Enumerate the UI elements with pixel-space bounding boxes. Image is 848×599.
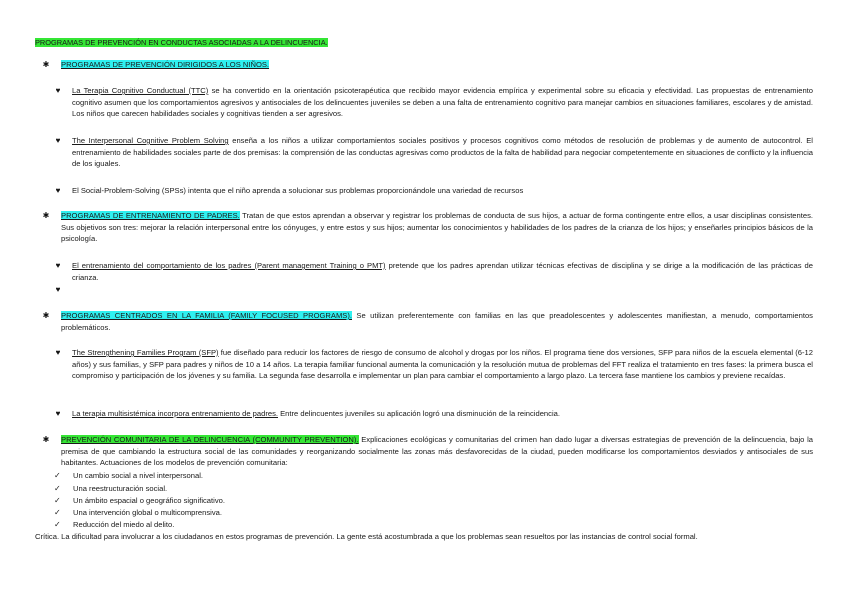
item-ttc: La Terapia Cognitivo Conductual (TTC) se ha convertido en la orientación psicoterapéutica que recibido mayor evidencia empírica y experimental sobre su eficacia y efectividad. Las propuestas de entrenamiento cognitivo asumen que los comportamientos agresivos y antisociales de los delincuentes juveniles se deben a una falta de entrenamiento cognitivo para manejar cambios en situaciones familiares, escolares y de amistad. Los niños que carecen habilidades sociales y cognitivas tienden a ser agresivos. xyxy=(72,86,813,119)
item-bullet: ♥ xyxy=(55,186,61,195)
check-item: Una intervención global o multicomprensiva. xyxy=(73,508,222,517)
check-icon: ✓ xyxy=(54,471,61,480)
section-comunitaria: PREVENCIÓN COMUNITARIA DE LA DELINCUENCIA (COMMUNITY PREVENTION). Explicaciones ecológicas y comunitarias del crimen han dado lugar a diversas estrategias de prevención de la delincuencia, bajo la premisa de que cambiando la estructura social de las comunidades y reorganizando socialmente las zonas más desfavorecidas de la ciudad, pueden modificarse los comportamientos desviados y antisociales de sus habitantes. Actuaciones de los modelos de prevención comunitaria: xyxy=(61,435,813,468)
check-item: Reducción del miedo al delito. xyxy=(73,520,175,529)
section-padres: PROGRAMAS DE ENTRENAMIENTO DE PADRES. Tratan de que estos aprendan a observar y registrar los problemas de conducta de sus hijos, a actuar de forma contingente entre ellos, a usar disciplinas consistentes. Sus objetivos son tres: mejorar la relación interpersonal entre los cónyuges, y entre estos y sus hijos; aumentar los conocimientos y habilidades de los padres de la crianza de los hijos; y enseñarles principios básicos de la psicología. xyxy=(61,211,813,244)
check-item: Un ámbito espacial o geográfico significativo. xyxy=(73,496,225,505)
section-bullet: ✱ xyxy=(42,311,50,320)
document-title: PROGRAMAS DE PREVENCIÓN EN CONDUCTAS ASOCIADAS A LA DELINCUENCIA. xyxy=(35,38,328,47)
item-icps: The Interpersonal Cognitive Problem Solving enseña a los niños a utilizar comportamientos sociales positivos y procesos cognitivos como métodos de resolución de problemas y de aumento de autocontrol. El entrenamiento de habilidades sociales parte de dos premisas: la comprensión de las conductas agresivas como productos de la falta de habilidad para negociar competentemente en situaciones de conflicto y la influencia de los iguales. xyxy=(72,136,813,169)
item-bullet: ♥ xyxy=(55,348,61,357)
item-bullet: ♥ xyxy=(55,136,61,145)
item-bullet: ♥ xyxy=(55,261,61,270)
item-multisistemica: La terapia multisistémica incorpora entrenamiento de padres. Entre delincuentes juveniles su aplicación logró una disminución de la reincidencia. xyxy=(72,409,560,418)
check-icon: ✓ xyxy=(54,496,61,505)
section-heading-ninos: PROGRAMAS DE PREVENCIÓN DIRIGIDOS A LOS NIÑOS. xyxy=(61,60,270,69)
section-bullet: ✱ xyxy=(42,60,50,69)
item-spss: El Social-Problem-Solving (SPSs) intenta que el niño aprenda a solucionar sus problemas proporcionándole una variedad de recursos xyxy=(72,186,524,195)
check-icon: ✓ xyxy=(54,520,61,529)
item-bullet: ♥ xyxy=(55,285,61,294)
section-bullet: ✱ xyxy=(42,211,50,220)
section-familia: PROGRAMAS CENTRADOS EN LA FAMILIA (FAMILY FOCUSED PROGRAMS). Se utilizan preferentemente con familias en las que preadolescentes y adolescentes manifiestan, a menudo, comportamientos problemáticos. xyxy=(61,311,813,332)
item-pmt: El entrenamiento del comportamiento de los padres (Parent management Training o PMT) pretende que los padres aprendan utilizar técnicas efectivas de disciplina y se dirige a la modificación de las prácticas de crianza. xyxy=(72,261,813,282)
item-sfp: The Strengthening Families Program (SFP) fue diseñado para reducir los factores de riesgo de consumo de alcohol y drogas por los niños. El programa tiene dos versiones, SFP para niños de la escuela elemental (6-12 años) y sus familias, y SFP para padres y niños de 10 a 14 años. La terapia familiar funcional aumenta la comunicación y la resolución mutua de problemas del FFT realiza el tratamiento en tres fases: la primera busca el compromiso y participación de los jóvenes y su familia. La segunda fase desarrolla e implementar un plan para cambiar el comportamiento a largo plazo. La tercera fase mantiene los cambios y previene recaídas. xyxy=(72,348,813,381)
item-bullet: ♥ xyxy=(55,409,61,418)
check-item: Una reestructuración social. xyxy=(73,484,168,493)
check-icon: ✓ xyxy=(54,484,61,493)
section-bullet: ✱ xyxy=(42,435,50,444)
check-item: Un cambio social a nivel interpersonal. xyxy=(73,471,204,480)
critica-paragraph: Crítica. La dificultad para involucrar a los ciudadanos en estos programas de prevención. La gente está acostumbrada a que los problemas sean resueltos por las instancias de control social formal. xyxy=(35,532,698,541)
check-icon: ✓ xyxy=(54,508,61,517)
item-bullet: ♥ xyxy=(55,86,61,95)
